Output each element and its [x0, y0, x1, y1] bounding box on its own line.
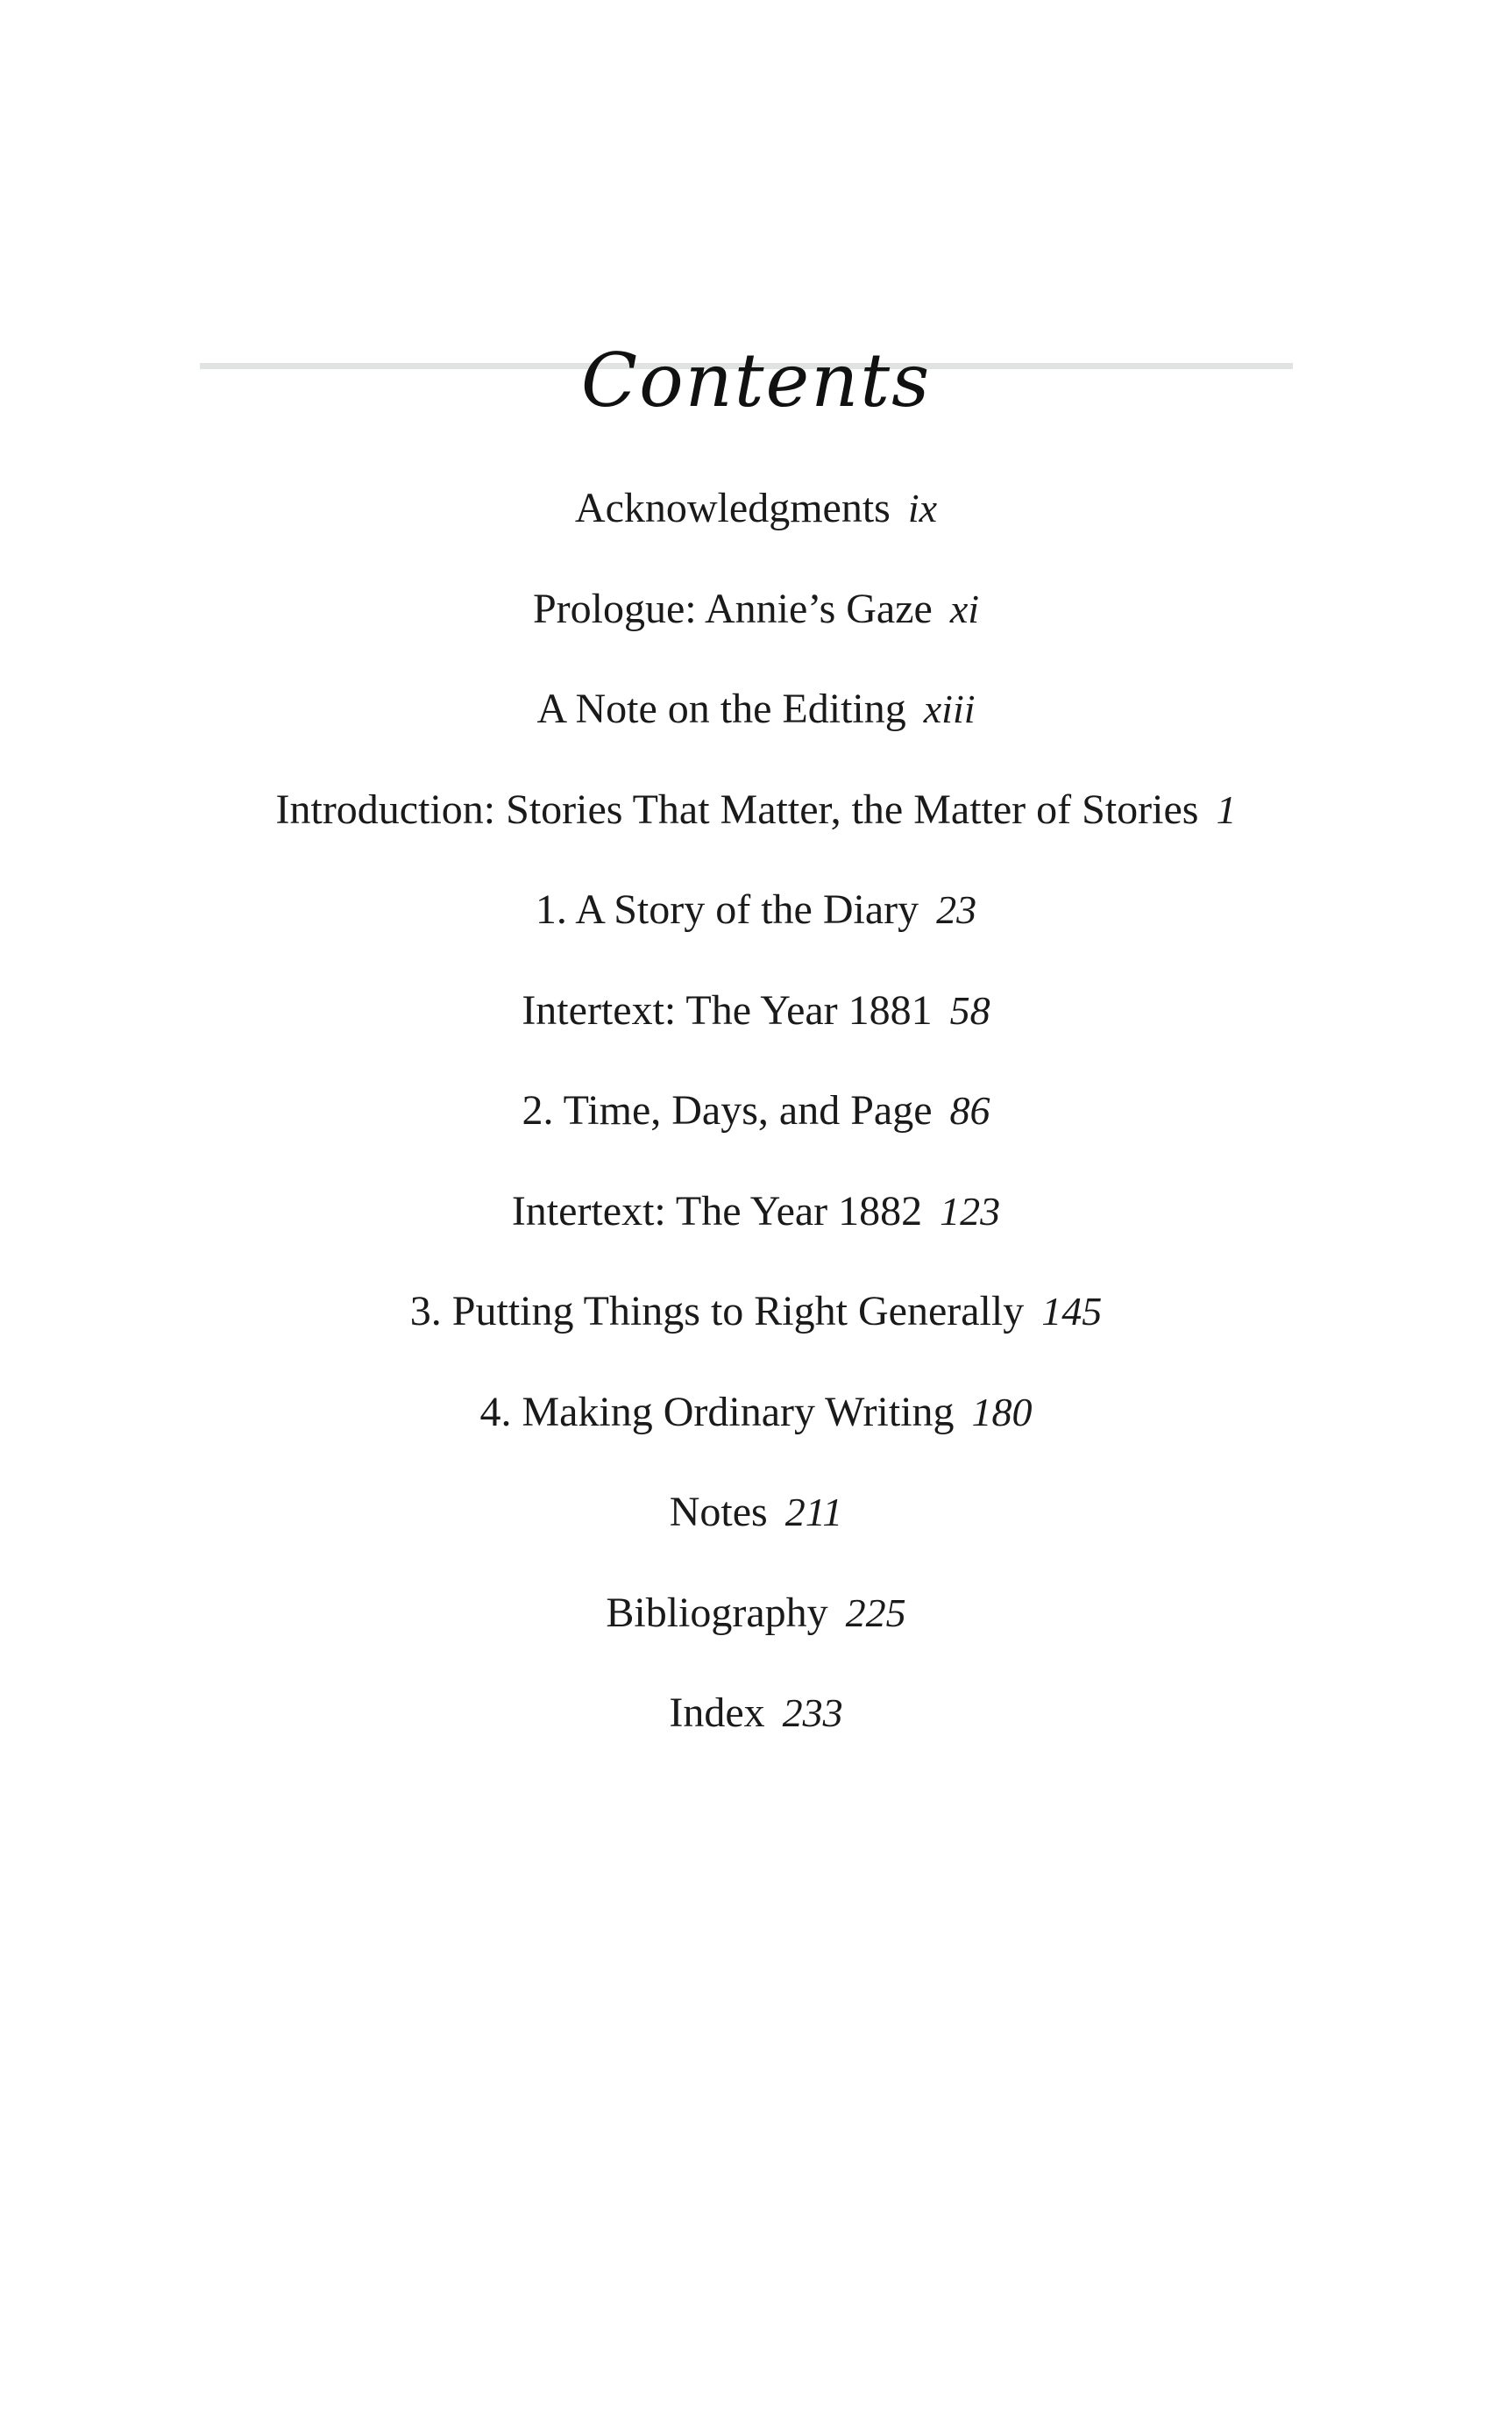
page-title: Contents [580, 338, 932, 424]
toc-entry-page-number: 225 [845, 1590, 906, 1635]
toc-entry-title: 4. Making Ordinary Writing [479, 1388, 955, 1435]
toc-entry[interactable] [0, 1583, 1512, 1683]
toc-entry-title: Intertext: The Year 1881 [522, 986, 933, 1034]
toc-entry[interactable] [0, 779, 1512, 880]
toc-entry[interactable] [0, 478, 1512, 579]
toc-entry-title: 3. Putting Things to Right Generally [409, 1288, 1025, 1334]
toc-entry[interactable] [0, 879, 1512, 980]
toc-entry-page-number: ix [907, 486, 938, 530]
toc-entry-page-number: 145 [1041, 1289, 1103, 1334]
toc-entry-page-number: 1 [1216, 786, 1237, 832]
toc-entry[interactable] [0, 579, 1512, 679]
toc-entry-title: 1. A Story of the Diary [535, 886, 919, 933]
toc-entry-page-number: 211 [784, 1490, 843, 1534]
toc-entry[interactable] [0, 1080, 1512, 1181]
toc-entry[interactable] [0, 679, 1512, 779]
toc-entry-title: A Note on the Editing [536, 686, 906, 732]
toc-entry-page-number: 58 [949, 987, 990, 1033]
toc-entry-title: 2. Time, Days, and Page [522, 1087, 933, 1134]
toc-entry-title: Notes [669, 1489, 768, 1535]
toc-entry-page-number: 86 [949, 1088, 990, 1133]
toc-entry-page-number: 123 [940, 1188, 1001, 1234]
toc-entry-page-number: 180 [971, 1389, 1033, 1434]
toc-entry-title: Introduction: Stories That Matter, the Matter of Stories [275, 786, 1199, 833]
toc-entry-title: Bibliography [606, 1589, 828, 1636]
toc-entry-page-number: 23 [936, 887, 977, 932]
table-of-contents [0, 478, 1512, 1783]
toc-entry-page-number: xiii [923, 687, 976, 731]
toc-entry[interactable] [0, 1482, 1512, 1583]
toc-entry[interactable] [0, 1682, 1512, 1783]
toc-entry[interactable] [0, 980, 1512, 1081]
toc-entry-title: Intertext: The Year 1882 [511, 1187, 923, 1234]
toc-entry-page-number: xi [949, 586, 980, 631]
toc-entry-title: Acknowledgments [574, 485, 891, 531]
toc-entry-page-number: 233 [782, 1690, 843, 1735]
toc-entry[interactable] [0, 1382, 1512, 1483]
toc-entry[interactable] [0, 1281, 1512, 1382]
toc-entry-title: Prologue: Annie’s Gaze [532, 585, 933, 632]
toc-entry[interactable] [0, 1181, 1512, 1282]
toc-entry-title: Index [669, 1690, 765, 1736]
